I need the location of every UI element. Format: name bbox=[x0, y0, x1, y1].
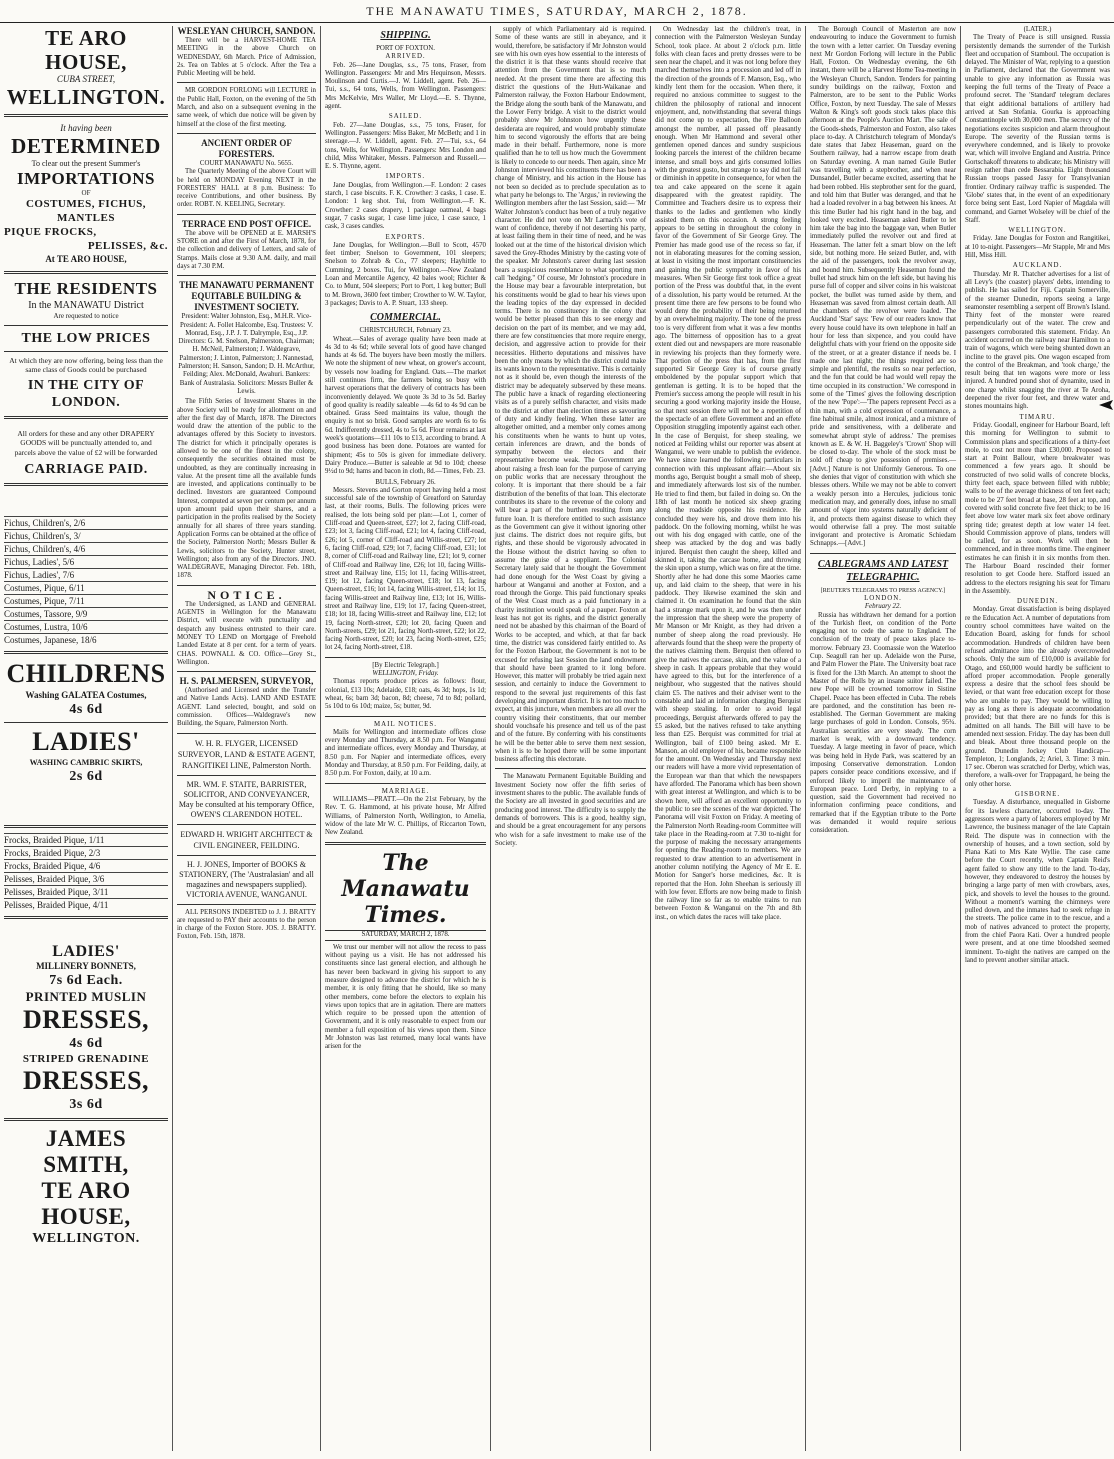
local-news-text-2: The Borough Council of Masterton are now endeavouring to induce the Government to furnish the town with a letter carrier. On Tuesday evening next Mr Gordon Forlong will lecture in the Public Hall, Foxton. On Wednesday evening, the 6th instant, there will be a Harvest Home Tea-meeting in the Wesleyan Church, Sandon. Tenders for painting sundry buildings on the railway, Foxton and Palmerston, are to be sent to the Public Works Office, Foxton, by next Tuesday. The sale of Messrs Walton & King's soft goods stock takes place this afternoon at the People's Auction Mart. The sale of the Goods-sheds, Palmerston and Foxton, also takes place to-day. A Christchurch telegram of Monday's date states that Jabez Heaseman, guard on the Southern railway, had a narrow escape from death on Saturday evening. A man named Guile Butler was travelling with a stepbrother, and when near Dunsandel, Butler became excited, asserting that he had been robbed. His stepbrother sent for the guard, and told him that Butler was deranged, and that he had a loaded revolver in a bag between his knees. At this time Butler had his right hand in the bag, and looked very excited. Heaseman asked Butler to let him take the bag into the baggage van, when Butler immediately pulled the revolver out and fired at Heaseman. The latter felt a smart blow on the left side, but nothing more. He seized Butler, and, with the aid of the passengers, took the revolver away, and bound him. Subsequently Heaseman found the bullet had struck him on the left side, but having his purse full of copper and silver coins in his waistcoat pocket, the bullet was turned aside by them, and Heaseman was saved from almost certain death. All the chambers of the revolver were loaded. The Auckland 'Star' says: 'Few of our readers know that every house could have its own telephone in half an hour for less than sixpence, and you could have delightful chats with your friend on the opposite side of the street, or at a greater distance if needs be. I made one last night; the things required are so simple and plentiful, the results so near perfection, and the fun that could be had would well repay the time occupied in its construction.' We correspond in some of the 'Times' gives the following description of the new 'Pope':—'The papers represent Pecci as a thin man, with a cold expression of countenance, a fine habitual smile, almost ironical, and a mixture of pride and sensitiveness, with a deliberate and somewhat abrupt style of address.' The premises known as E. & W. H. Baggeley's 'Crown' Shop will be closed to-day. The whole of the stock must be sold off cheap to give possession of premises.—[Advt.] Nature is not Uniformly Generous. To one she denies that vigor of constitution with which she blesses others. While we may not be able to convert a weakly person into a Hercules, judicious tonic medication may, and generally does, infuse no small amount of vigor into systems naturally deficient of it, and protects them against disease to which they would otherwise fall a prey. The most suitable invigorant and protective is Aromatic Schiedam Schnapps.—[Advt.] bbox=[810, 26, 956, 548]
price-row: Costumes, Tassore, 9/9 bbox=[4, 607, 168, 620]
ad-cambric: WASHING CAMBRIC SKIRTS, bbox=[29, 758, 143, 768]
ad-line: To clear out the present Summer's bbox=[31, 159, 141, 168]
masthead: THE MANAWATU TIMES, SATURDAY, MARCH 2, 1878. bbox=[0, 0, 1114, 23]
column-2-notices bbox=[172, 26, 320, 1451]
port-heading: PORT OF FOXTON. bbox=[376, 45, 435, 52]
christchurch-dateline: CHRISTCHURCH, February 23. bbox=[359, 327, 452, 335]
wesleyan-text: There will be a HARVEST-HOME TEA MEETING in the above Church on WEDNESDAY, 6th March. Price of Admission, 2s. Tea on Tables at 5 o'clock. After the Tea a Public Meeting will be held. bbox=[177, 37, 316, 78]
society-officers: President: Walter Johnston, Esq., M.H.R. Vice-President: A. Follet Halcombe, Esq. Trustees: V. Monrad, Esq., J.P. J. T. Dalrymple, Esq., J.P. Directors: G. M. Snelson, Palmerston, Chairman; H. McNeil, Palmerston; J. Waldegrave, Palmerston; J. Linton, Palmerston; J. Nannestad, Palmerston; H. Sanson, Sandon; D. H. McArthur, Feilding; Alex. McDonald, Awahuri. Bankers: Bank of Australasia. Solicitors: Messrs Buller & Lewis. bbox=[178, 313, 315, 395]
terrace-text: The above will be OPENED at E. MARSH'S STORE on and after the First of March, 1878, for the collection and delivery of Letters, and sale of Stamps. Mails close at 9.30 A.M. daily, and mail days at 7.30 P.M. bbox=[177, 229, 316, 270]
ad-ladies2: LADIES' bbox=[52, 943, 120, 961]
palmersen-heading: H. S. PALMERSEN, SURVEYOR, bbox=[179, 676, 314, 687]
price-row: Fichus, Children's, 3/ bbox=[4, 529, 168, 542]
price-row: Costumes, Lustra, 10/6 bbox=[4, 620, 168, 633]
local-news-text: On Wednesday last the children's treat, in connection with the Palmerston Wesleyan Sunday School, took place. At about 2 o'clock p.m. little folks with clean faces and pretty dresses were to be seen near the chapel, and it was not long before they marched themselves into a procession and led off in the direction of the grounds of F. Manson, Esq., who kindly lent them for the occasion. When there, it required no anxious committee to suggest to the children the philosophy of rational and innocent enjoyment, and, notwithstanding that several things did not come up to expectation, the Fire Balloon amongst the number, all passed off pleasantly enough. When Mr Hammond and several other gentlemen opened dances and sundry suspicious looking parcels the interest of the children became intense, and small boys and girls consumed lollies with the greatest gusto, but strange to say did not fail or diminish in appetite in consequence, for when the tea and cake appeared on the scene it again disappeared with the greatest rapidity. The Committee and Teachers desire us to express their thanks to the ladies and gentlemen who kindly assisted them on this occasion. A strong feeling appears to be setting in throughout the colony in favor of the Government of Sir George Grey. The Premier has made good use of the recess so far, if not in elaborating measures for the coming session, at least in visiting the most important constituencies and gaining the public sympathy in favor of his measures. When Sir George first took office a great portion of the Press was doubtful that, in the event of a dissolution, his party would be returned. At the present time there are few persons to be found who would deny the probability of their being returned by an overwhelming majority. The tone of the press too is very different from what it was a few months ago. The bitterness of opposition has to a great extent died out and newspapers are more reasonable in reviewing his projects than they formerly were. That portion of the press that has, from the first supported Sir George Grey is of course greatly emboldened by the popular support which that gentleman is getting. It is to be hoped that the Premier's success among the people will result in his securing a good working majority inside the House, so that next session there will not be a repetition of the spectacle of an effete Government and an effete Opposition struggling impotently against each other. In the case of Berquist, for sheep stealing, we noticed at Feilding whilst our reporter was absent at Wanganui, we were unable to publish the evidence. We have since learned the following particulars in connection with this unpleasant affair:—About six months ago, Berquist bought a small mob of sheep, and immediately afterwards lost six of the number. He tried to find them, but failed in doing so. On the 18th of last month he noticed six sheep grazing along the roadside opposite his residence. He concluded they were his, and drove them into his paddock. On the following morning, whilst he was out with his dog engaged with cattle, one of the sheep was attacked by the dog and was badly injured. Berquist then caught the sheep, killed and skinned it, taking the carcase home, and throwing the skin upon a stump, which was on fire at the time. Shortly after he had done this some Maories came up, and laid claim to the sheep, that were in his paddock. They likewise examined the skin and claimed it. On examination he found that the skin had a strange mark upon it, and he was then under the impression that the sheep were the property of Mr Manson or Mr Knight, as they had driven a number of sheep along the road previously. He afterwards found that the sheep were the property of the natives claiming them. Berquist then offered to give the natives the carcase, skin, and the value of a sheep in cash. It appears probable that they would have agreed to this, but for the interference of a neighbour, who suggested that the natives should claim £5. The natives and their adviser went to the constable and laid an information charging Berquist with sheep stealing. In order to avoid legal proceedings, Berquist afterwards offered to pay the £5 asked, but the natives refused to take anything less than £25. Berquist was committed for trial at Wellington, bail of £100 being asked. Mr E. Manson, an old employer of his, became responsible for the amount. On Wednesday and Thursday next our readers will have a more vivid representation of the European war than that which the newspapers have afforded. The Panorama which has been shown with great interest at Wellington, and which is to be shown here, will afford an excellent opportunity to the public to see the scenes of the war depicted. The Panorama will visit Foxton on Friday. A meeting of the Palmerston North Reading-room Committee will take place in the Reading-room at 7.30 to-night for the purpose of making the necessary arrangements for opening the Reading-room to members. We are requested to draw attention to an advertisement in another column notifying the Agency of Mr E. E. Motion for Sanger's horse medicines, &c. It is reported that the Hon. John Sheehan is seriously ill with low fever. Efforts are now being made to finish the railway line so far as to enable trains to run between Foxton & Wanganui on the 7th and 8th inst., on which dates the races will take place. bbox=[655, 26, 802, 921]
dunedin-dateline: DUNEDIN. bbox=[1016, 598, 1059, 606]
bulls-dateline: BULLS, February 26. bbox=[375, 478, 436, 486]
ad-dresses2: DRESSES, bbox=[22, 1066, 150, 1096]
ad-striped: STRIPED GRENADINE bbox=[22, 1053, 150, 1066]
ad-requested: Are requested to notice bbox=[53, 312, 119, 321]
society-note: The Manawatu Permanent Equitable Building and Investment Society now offer the fifth series of investment shares to the public. The available funds of the Society are all invested in good securities and are producing good interest. The difficulty is to supply the demands of borrowers. This is a good, healthy sign, and should be a great encouragement for any persons who wish for a safe investment to make use of the Society. bbox=[495, 773, 646, 847]
dunedin-text: Monday. Great dissatisfaction is being displayed re the Education Act. A number of deputations from country school committees have waited on the Education Board, asking for funds for school accommodation. Hundreds of children have been refused admittance into the already overcrowded schools. Only the sum of £10,000 is available for Otago, and £60,000 would hardly be sufficient to afford proper accommodation. People generally express a desire that the school fees should be levied, or that want free education except for those who are unable to pay. They would be willing to pay as long as there is adequate accommodation provided; but that there are no funds for this is admitted on all hands. The Bill will have to be amended next session. Friday. The day has been dull and bleak. About three thousand people on the ground. Dunedin Jockey Club Handicap—Templeton, 1; Longlands, 2; Ariel, 3. Time: 3 min. 17 sec. Oberon was scratched for Derby, which was, therefore, a walk-over for Trappagard, he being the only other horse. bbox=[965, 606, 1110, 788]
later-text: The Treaty of Peace is still unsigned. Russia persistently demands the surrender of the Turkish fleet and occupation of Stamboul. The occupation is delayed. The Minister of War, replying to a question in Parliament, declared that the Government was unable to give any information as Russia was keeping the full terms of the Treaty of Peace a profound secret. The 'Standard' telegram declares that eight additional battalions of artillery had arrived at San Stefania. Gourka is approaching Constantinople with 30,000 men. The secrecy of the negotiations excites suspicion and alarm throughout Europe. The severity of the Russian terms is everywhere condemned, and is likely to provoke war, which will involve England and Austria. Prince Gortschakoff threatens to abdicate; his Ministry will resign rather than cede Bessarabia. Eight thousand Russian troops passed Jassy for Transylvanian frontier. Ordinary railway traffic is suspended. The 'Globe' states that, in the event of an expeditionary force being sent East, Lord Napier of Magdala will command, and Garnet Wolseley will be chief of the Staff. bbox=[965, 34, 1110, 224]
ad-offering: At which they are now offering, being less than the same class of Goods could be purchased bbox=[9, 355, 163, 374]
price-row: Costumes, Japanese, 18/6 bbox=[4, 633, 168, 646]
ad-carriage: CARRIAGE PAID. bbox=[24, 462, 148, 478]
timaru-text: Friday. Goodall, engineer for Harbour Board, left this morning for Wellington to submit to Commission plans and specifications of a thirty-feet mole, to cost not more than £30,000. Proposed to start at Point Ballour, where breakwater was commenced a few years ago. It should be constructed of two solid walls of concrete blocks, thirty feet each, space between filled with rubble; walls to be of the average thickness of ten feet each; mole to be 27 feet broad at base, 28 feet at top, and covered with solid concrete five feet thick; to be 16 feet above low water mark six feet above ordinary spring tide; greatest depth at low water 14 feet. Should Commission approve of plans, tenders will be called, for as soon. Work will then be commenced, and in three months time. The engineer estimates he can finish it in six months from then. The Harbour Board rescinded their former resolution to get Coode here. Stafford issued an address to the electors resigning his seat for Timaru in the Assembly. bbox=[965, 421, 1110, 595]
forlong-text: MR GORDON FORLONG will LECTURE in the Public Hall, Foxton, on the evening of the 5th March, and also on a subsequent evening in the same week, of which due notice will be given by himself at the close of the first meeting. bbox=[177, 87, 316, 128]
ad-price: 4s 6d bbox=[69, 702, 103, 718]
telegraph-place: WELLINGTON, Friday. bbox=[372, 670, 439, 678]
ad-importations: IMPORTATIONS bbox=[17, 169, 155, 188]
price-row: Fichus, Children's, 2/6 bbox=[4, 516, 168, 529]
auckland-text: Thursday. Mr R. Thatcher advertises for a list of all Levy's (the coaster) players' debts, intending to publish. He has sailed for Fiji. Captain Somerville, of the steamer Dunedin, reports seeing a large seamonster resembling a serpent off Brown's Island. Thirty feet of the monster were reared perpendicularly out of the water. The crew and passengers corroborated this statement. Friday. An accident occurred on the railway near Hamilton to a train of wagons, which were being shunted down an incline to the gravel pits. One wagon escaped from the control of the Breakman, and 'took charge,' the result being that ten wagons were more or less injured. A hundred pound shot of dynamite, used in one charge whilst snagging the river at Te Aroha, deepened the river four feet, and threw water and stones mountains high. bbox=[965, 270, 1110, 411]
price-row: Frocks, Braided Pique, 1/11 bbox=[4, 833, 168, 846]
ad-price: 7s 6d Each. bbox=[49, 973, 123, 989]
society-shares: The Fifth Series of Investment Shares in the above Society will be ready for allotment on and after the first day of March, 1878. The Directors would draw the attention of the public to the advantages offered by this Society to investors. The district for which it principally operates is allowed to be one of the finest in the colony, consequently the securities obtained must be undoubted, as they are continually increasing in value. At the present time all the available funds are invested, and applications continually to be declined. Investors are guaranteed Compound Interest, computed at seven per centum per annum upon amount paid upon their shares, and a participation in the profits realised by the Society annually for all shares of three years standing. Application Forms can be obtained at the office of the Society, Palmerston North; Messrs Buller & Lewis, solicitors to the Society, Hunter street, Wellington; also from any of the Directors. JNO. WALDEGRAVE, Managing Director. Feb. 18th, 1878. bbox=[177, 398, 316, 580]
price-row: Frocks, Braided Pique, 2/3 bbox=[4, 846, 168, 859]
ad-low-prices: THE LOW PRICES bbox=[21, 330, 151, 346]
ad-orders: All orders for these and any other DRAPERY GOODS will be punctually attended to, and parcels above the value of £2 will be forwarded bbox=[14, 428, 158, 457]
ad-price: 2s 6d bbox=[69, 769, 103, 785]
foresters-heading: ANCIENT ORDER OF FORESTERS. bbox=[201, 137, 292, 159]
ad-london: IN THE CITY OF LONDON. bbox=[27, 377, 145, 410]
wellington-dateline: WELLINGTON. bbox=[1008, 227, 1067, 235]
arrived-text: Feb. 26—Jane Douglas, s.s., 75 tons, Fraser, from Wellington. Passengers: Mr and Mrs Hequinson, Messrs. Moulinson and Curtis.—J. W. Liddell, agent. Feb. 26—Tui, s.s., 64 tons, Wells, from Wellington. Passengers: Mrs McKelvie, Mrs Waller, Mr Lloyd.—E. S. Thynne, agent. bbox=[325, 61, 486, 111]
bratty-notice: ALL PERSONS INDEBTED to J. J. BRATTY are requested to PAY their accounts to the person in charge of the Foxton Store. JOS. J. BRATTY. Foxton, Feb. 15th, 1878. bbox=[177, 908, 316, 941]
exports-heading: EXPORTS. bbox=[385, 233, 426, 241]
leader-continued: supply of which Parliamentary aid is required. Some of these wants are still in abeyance, and it would, therefore, be satisfactory if Mr Johnston would see with his own eyes how essential to the interests of the district it is that these wants should receive that attention from the Government that is so much needed. At the present time there are affecting this district the questions of the Hutt-Waikanae and Palmerston railway, the Foxton Harbour Endowment, the Bridge along the south bank of the Manawatu, and the Lower Ferry bridge. A visit to the district would probably show Mr Johnston how urgently these desiderata are required, and would probably stimulate him to second vigorously the efforts that are being made in their behalf. Furthermore, none is more qualified than he to tell us how much the Government is likely to concede to our needs. Then again, since Mr Johnston interviewed his constituents there has been a change of Ministry, and his action in the House has not been so decided as to preclude speculation as to what party he belongs to. The 'Argus,' in reviewing the Wellington members after the last Session, said:— 'Mr Walter Johnston's conduct has been of a truly negative character. He did not vote on Mr Larnach's vote of want of confidence, thereby if not deserting his party, at least failing them in their time of need, and he was looked out at the time of the historical division which saved the Grey-Rhodes Ministry by the casting vote of the speaker. Mr Johnston's career during last session bears a suspicious resemblance to what sporting men call 'hedging.'' Of course, Mr Johnston's procedure in the House may bear a favourable interpretation, but his constituents would be glad to hear his views upon the leading topics of the day expressed in decided terms. There is no constituency in the colony that would be better pleased than this to see energy and decision on the part of its member, and we may add, there are few constituencies that more require energy, decision, and aggressive action to provide for their necessities. Hitherto deputations and missives have been the only means by which the district could make its wants known to the representative. This is certainly not as it should be, even though the interests of the district may be adequately subserved by these means. The public have a knack of regarding electioneering visits as of a purely selfish character, and visits made to the district at other than election times as savouring of duty and kindly feeling. When these latter are altogether omitted, and a member only comes among his constituents when he wants to hunt up votes, certain inferences are drawn, and the bonds of sympathy between the electors and their representative become weak. The Government are about raising a fresh loan for the purpose of carrying on public works that are necessary throughout the colony. It is important that there should be a fair distribution of the benefits of that loan. This electorate contributes its share to the revenue of the colony and will bear a part of the burthen resulting from any future loan. It is therefore entitled to such assistance as the Government can give it without ignoring other just claims. The district does not require gifts, but rights, and these should be vigorously advocated in the House without the district having so often to assume the guise of a suppliant. The Colonial Secretary lately said that he thought the Government had done enough for the West Coast by giving a harbour at Wanganui and another at Foxton, and a road through the Gorge. This paid functionary speaks of the West Coast much as a paid functionary in a charity institution would speak of a pauper. Foxton at least has not got its rights, and the district generally need not be abashed by this chairman of the Board of Works to be accepted, and which, at that far back time, the district was considered fairly entitled to. As for the Foxton Harbour, the Government is not to be excused for refusing last Session the land endowment that should have been granted to it long before. However, this matter will probably be tried again next session, and certainly to induce the Government to respond to the several just requirements of this fast developing and important district. It is not too much to expect, at this juncture, when members are all over the country visiting their constituents, that our member should vouchsafe his presence and tell us of the past and of the future. By conferring with his constituents he will be the better able to serve them next session, when it is to be hoped there will be some important business affecting this electorate. bbox=[495, 26, 646, 764]
shipping-heading: SHIPPING. bbox=[380, 30, 431, 41]
notice-heading: NOTICE. bbox=[207, 587, 286, 602]
price-row: Pelisses, Braided Pique, 4/11 bbox=[4, 898, 168, 911]
mail-text: Mails for Wellington and intermediate offices close every Monday and Thursday, at 8.50 p.m. For Wanganui and intermediate offices, every Monday and Thursday, at 8.50 p.m. For Napier and intermediate offices, every Monday and Thursday, at 8.50 p.m. For Feilding, daily, at 8.50 p.m. For Foxton, daily, at 10 a.m. bbox=[325, 728, 486, 778]
column-5-local-news bbox=[650, 26, 805, 1451]
paper-title: The Manawatu Times. bbox=[341, 850, 470, 929]
later-heading: (LATER.) bbox=[1023, 26, 1052, 33]
ad-city: WELLINGTON. bbox=[6, 85, 166, 109]
ad-at: At TE ARO HOUSE, bbox=[45, 254, 127, 265]
timaru-dateline: TIMARU. bbox=[1019, 413, 1056, 421]
telegraph-text: Thomas reports produce prices as follows: flour, colonial, £13 10s; Adelaide, £18; oats, 4s 3d; hops, 1s 1d; wheat, 6s; barn 3d; bacon, 8d; cheese, 7d to 8d; pollard, 5s 10d to 6s 10d; maize, 5s; butter, 9d. bbox=[325, 678, 486, 711]
ad-price: 3s 6d bbox=[69, 1097, 103, 1113]
leader-date: SATURDAY, MARCH 2, 1878. bbox=[325, 930, 486, 940]
ad-line: It having been bbox=[60, 123, 112, 133]
ad-determined: DETERMINED bbox=[11, 134, 161, 158]
ad-bonnets: MILLINERY BONNETS, bbox=[36, 961, 136, 972]
price-row: Costumes, Pique, 7/11 bbox=[4, 594, 168, 607]
ad-printed: PRINTED MUSLIN bbox=[25, 989, 147, 1005]
jones-ad: H. J. JONES, Importer of BOOKS & STATIONERY, (The 'Australasian' and all magazines and newspapers supplied). VICTORIA AVENUE, WANGANUI. bbox=[179, 859, 314, 899]
ad-district: In the MANAWATU District bbox=[28, 300, 144, 312]
foresters-court: COURT MANAWATU No. 5655. bbox=[199, 159, 294, 167]
wright-ad: EDWARD H. WRIGHT ARCHITECT & CIVIL ENGINEER, FEILDING. bbox=[180, 829, 313, 850]
ad-childrens: CHILDRENS bbox=[6, 659, 166, 689]
cablegram-text: Russia has withdrawn her demand for a portion of the Turkish fleet, on condition of the Porte engaging not to cede the same to England. The conclusion of the treaty of peace takes place to-morrow. February 23. Coomassie won the Waterloo Cup. Seagull ran her up. Adelaide won the Purse, and Palm Flower the Plate. The University boat race is fixed for the 13th March. An attempt to shoot the Master of the Rolls by an insane suitor failed. The new Pope will be crowned tomorrow in Sistine Chapel. Peace has been effected in Cuba. The rebels are pardoned, and the constitution has been re-established. The German Government are making large purchases of gold in London. Consols, 95¾. Australian securities are very steady. The corn market is weak, with a downward tendency. Tuesday. A large meeting in favor of peace, which was being held in Hyde Park, was scattered by an imposing Conservative demonstration. London papers consider peace conditions excessive, and if enforced likely to imperil the maintenance of European peace. Lord Derby, in replying to a question, said the Government had received no information confirming peace conditions, and remarked that if the Egyptian tribute to the Porte was demanded it would require serious consideration. bbox=[810, 611, 956, 835]
ad-costumes: COSTUMES, FICHUS, MANTLES bbox=[25, 198, 147, 225]
mail-heading: MAIL NOTICES. bbox=[374, 720, 437, 728]
wellington-text: Friday. Jane Douglas for Foxton and Rangitikei, at 10 to-night. Passengers—Mr Stapple, Mr and Mrs Hill, Miss Hill. bbox=[965, 235, 1110, 260]
terrace-heading: TERRACE END POST OFFICE. bbox=[181, 218, 312, 229]
ad-wellington: WELLINGTON. bbox=[32, 1231, 140, 1247]
wesleyan-heading: WESLEYAN CHURCH, SANDON. bbox=[177, 26, 316, 36]
ad-smith: JAMES SMITH, bbox=[43, 1126, 129, 1178]
ad-dresses: DRESSES, bbox=[22, 1005, 150, 1035]
palmersen-text: (Authorised and Licensed under the Transfer and Native Lands Acts). LAND AND ESTATE AGENT. Land selected, bought, and sold on commission. Offices—Waldegrave's new Building, the Square, Palmerston North. bbox=[177, 687, 316, 728]
reuter-note: [REUTER'S TELEGRAMS TO PRESS AGENCY.] bbox=[820, 587, 946, 594]
column-1-te-aro-house-ad bbox=[0, 26, 172, 1451]
ad-pelisses: PELISSES, &c. bbox=[87, 240, 168, 253]
bulls-text: Messrs. Stevens and Gorton report having held a most successful sale of the township of Greatford on Saturday last, at their rooms, Bulls. The following prices were realised, the lots being sold per plan:—Lot 1, corner of Cliff-road and Queen-street, £27; lot 2, facing Cliff-road, £23; lot 3, facing Cliff-road, £21; lot 4, facing Cliff-road, £26; lot 5, corner of Cliff-road and Willis-street, £27; lot 6, facing Cliff-road, £29; lot 7, facing Cliff-road, £31; lot 8, corner of Cliff-road and Railway line, £21; lot 9, corner of Cliff-road and Railway line, £26; lot 10, facing Willis-street and Railway line, £15; lot 11, facing Willis-street, £19; lot 12, facing Queen-street, £18; lot 13, facing Queen-street, £16; lot 14, facing Willis-street, £14; lot 15, facing Willis-street and Railway line, £13; lot 16, Willis-street and Railway line, £19; lot 17, facing Queen-street, £18; lot 18, facing Willis-street and Railway line, £12; lot 19, facing North-street, £20; lot 20, facing Queen and North-streets, £29; lot 21, facing North-street, £22; lot 22, facing North-street, £20; lot 23, facing North-street, £25; lot 24, facing North-street, £18. bbox=[325, 486, 486, 652]
price-row: Fichus, Children's, 4/6 bbox=[4, 542, 168, 555]
ad-price: 4s 6d bbox=[69, 1036, 103, 1052]
ad-title: TE ARO HOUSE, bbox=[45, 26, 127, 74]
imports-text: Jane Douglas, from Wellington.—F. London: 2 cases starch, 1 case biscuits. F. K. Crowther: 3 casks, 1 case. E. London: 1 keg shot. Tui, from Wellington.—F. K. Crowther: 2 cases drapery, 1 package oatmeal, 4 bags sugar, 7 casks sugar, 1 case lime juice, 1 case sauce, 1 cask, 3 cases candles. bbox=[325, 181, 486, 231]
leader-text: We trust our member will not allow the recess to pass without paying us a visit. He has not addressed his constituents since last general election, and although he has never been backward in giving his support to any measure designed to advance the district for which he is member, it is only fitting that he should, like so many other members, come before the electors to explain his views upon topics that are in agitation. There are matters which require to be pressed upon the attention of Government, and it is only reasonable to expect from our member a full exposition of his views upon them. Since Mr Johnston was last returned, many local wants have arisen for the bbox=[325, 943, 486, 1051]
price-row: Costumes, Pique, 6/11 bbox=[4, 581, 168, 594]
price-row: Pelisses, Braided Pique, 3/11 bbox=[4, 885, 168, 898]
marriage-text: WILLIAMS—PRATT.—On the 21st February, by the Rev. T. G. Hammond, at his private house, Mr Alfred Williams, of Palmerston North, Wellington, to Amelia, widow of the late Mr W. C. Phillips, of Riccarton Town, New Zealand. bbox=[325, 795, 486, 837]
ad-of: OF bbox=[81, 189, 91, 197]
price-list-2 bbox=[4, 833, 168, 911]
sailed-text: Feb. 27—Jane Douglas, s.s., 75 tons, Fraser, for Wellington. Passengers: Miss Baker, Mr McBeth; and 1 in steerage.—J. W. Liddell, agent. Feb. 27—Tui, s.s., 64 tons, Wells, for Wellington. Passengers: Mrs London and child, Miss Whitaker, Messrs. Palmerson and Russell.—E. S. Thynne, agent. bbox=[325, 121, 486, 171]
ad-residents: THE RESIDENTS bbox=[14, 279, 158, 299]
imports-heading: IMPORTS. bbox=[385, 173, 426, 181]
ad-galatea: Washing GALATEA Costumes, bbox=[25, 690, 147, 701]
cablegrams-heading: CABLEGRAMS AND LATEST TELEGRAPHIC. bbox=[817, 558, 949, 583]
price-row: Frocks, Braided Pique, 4/6 bbox=[4, 859, 168, 872]
commercial-text: Wheat.—Sales of average quality have been made at 4s 3d to 4s 6d; while several lots of good have changed hands at 4s 6d. The buyers have been mostly the millers. We note the shipment of new wheat, on grower's account, by vessels now loading for England. Oats.—The market still continues firm, the farmers being so busy with harvest operations that the delivery of contracts has been inconveniently delayed. We quote 3s 3d to 3s 5d. Barley of good quality is readily saleable —4s 6d to 4s 9d can be obtained. Grass Seed maintains its value, though the enquiry is not so brisk. Good samples are worth 6s to 6s 6d. Indifferently dressed, 4s to 5s 6d. Flour remains at last week's quotations—£11 10s to £13, according to brand. A good business has been done. Potatoes are wanted for shipment; 45s to 50s is given for immediate delivery. Dairy Produce.—Butter is saleable at 9d to 10d; cheese 9½d to 9d; hams and bacon in cloth, 8d.—Times, Feb. 23. bbox=[325, 335, 486, 476]
price-row: Fichus, Ladies', 7/6 bbox=[4, 568, 168, 581]
foresters-text: The Quarterly Meeting of the above Court will be held on MONDAY Evening NEXT in the FORESTERS' HALL at 8 p.m. Business: To receive Contributions, and other business. By order. ROBT. N. KEELING, Secretary. bbox=[177, 168, 316, 209]
ad-teaaro: TE ARO HOUSE, bbox=[41, 1178, 131, 1230]
feb22-dateline: February 22. bbox=[864, 603, 902, 611]
arrived-heading: ARRIVED. bbox=[385, 53, 426, 61]
london-dateline: LONDON. bbox=[864, 595, 902, 602]
ad-street: CUBA STREET, bbox=[56, 74, 116, 84]
commercial-heading: COMMERCIAL. bbox=[370, 312, 441, 324]
price-list-1 bbox=[4, 516, 168, 646]
gisborne-dateline: GISBORNE. bbox=[1014, 791, 1061, 799]
staite-ad: MR. WM. F. STAITE, BARRISTER, SOLICITOR, AND CONVEYANCER, May be consulted at his temporary Office, OWEN'S CLARENDON HOTEL. bbox=[178, 779, 315, 819]
column-4-leader bbox=[490, 26, 650, 1451]
society-heading: THE MANAWATU PERMANENT EQUITABLE BUILDING & INVESTMENT SOCIETY. bbox=[179, 280, 314, 313]
notice-text: The Undersigned, as LAND and GENERAL AGENTS in Wellington for the Manawatu District, will execute with punctuality and despatch any business entrusted to their care. MONEY TO LEND on Mortgage of Freehold Landed Estate at 8 per cent. for a term of years. CHAS. POWNALL & CO. Office—Grey St., Wellington. bbox=[177, 600, 316, 666]
ad-pique: PIQUE FROCKS, bbox=[4, 226, 97, 239]
auckland-dateline: AUCKLAND. bbox=[1012, 262, 1063, 270]
telegraph-heading: [By Electric Telegraph.] bbox=[372, 661, 439, 669]
sailed-heading: SAILED. bbox=[388, 113, 423, 121]
flyger-ad: W. H. R. FLYGER, LICENSED SURVEYOR, LAND & ESTATE AGENT, RANGITIKEI LINE, Palmerston North. bbox=[177, 738, 316, 770]
ad-ladies: LADIES' bbox=[32, 727, 140, 757]
price-row: Pelisses, Braided Pique, 3/6 bbox=[4, 872, 168, 885]
column-3-shipping-commercial bbox=[320, 26, 490, 1451]
gisborne-text: Tuesday. A disturbance, unequalled in Gisborne for its lawless character, occurred to-day. The aggressors were a party of laborers employed by Mr Lawrence, the business manager of the late Captain Reid. The dispute was in connection with the ownership of houses, and a town section, sold by Piana Kati to Mrs Kate Wyllie. The case came before the Court recently, when Captain Reid's agent failed to show any title to the land. To-day, however, they endeavored to destroy the houses by bringing a large party of men with crowbars, axes, pick, and shovels to level the houses to the ground. Without a moment's warning the chimneys were pulled down, and the inmates had to seek refuge in the streets. The police came in to the rescue, and a mob of natives advanced to protect the property, from the chief Paora Kati. Over a hundred people were present, and at one time bloodshed seemed imminent. To-night the natives are camped on the land to prevent another similar attack. bbox=[965, 799, 1110, 964]
exports-text: Jane Douglas, for Wellington.—Bull to Scott, 4570 feet timber; Snelson to Government, 101 sleepers; Snelson to Zohrab & Co., 77 sleepers; Hayhittle to Cumming, 2 boxes. Tui, for Wellington.—New Zealand Loan and Mercantile Agency, 42 bales wool; Richter & Co. to Munt, 504 sleepers; Port to Port, 1 keg butter; Bull to M. Brown, 3600 feet timber; Crowther to W. W. Taylor, 3 packages; Davis to A. P. Stuart, 133 sheep. bbox=[325, 241, 486, 307]
marriage-heading: MARRIAGE. bbox=[381, 787, 430, 795]
column-6-cablegrams bbox=[805, 26, 960, 1451]
price-row: Fichus, Ladies', 5/6 bbox=[4, 555, 168, 568]
column-7-telegraphic bbox=[960, 26, 1114, 1451]
